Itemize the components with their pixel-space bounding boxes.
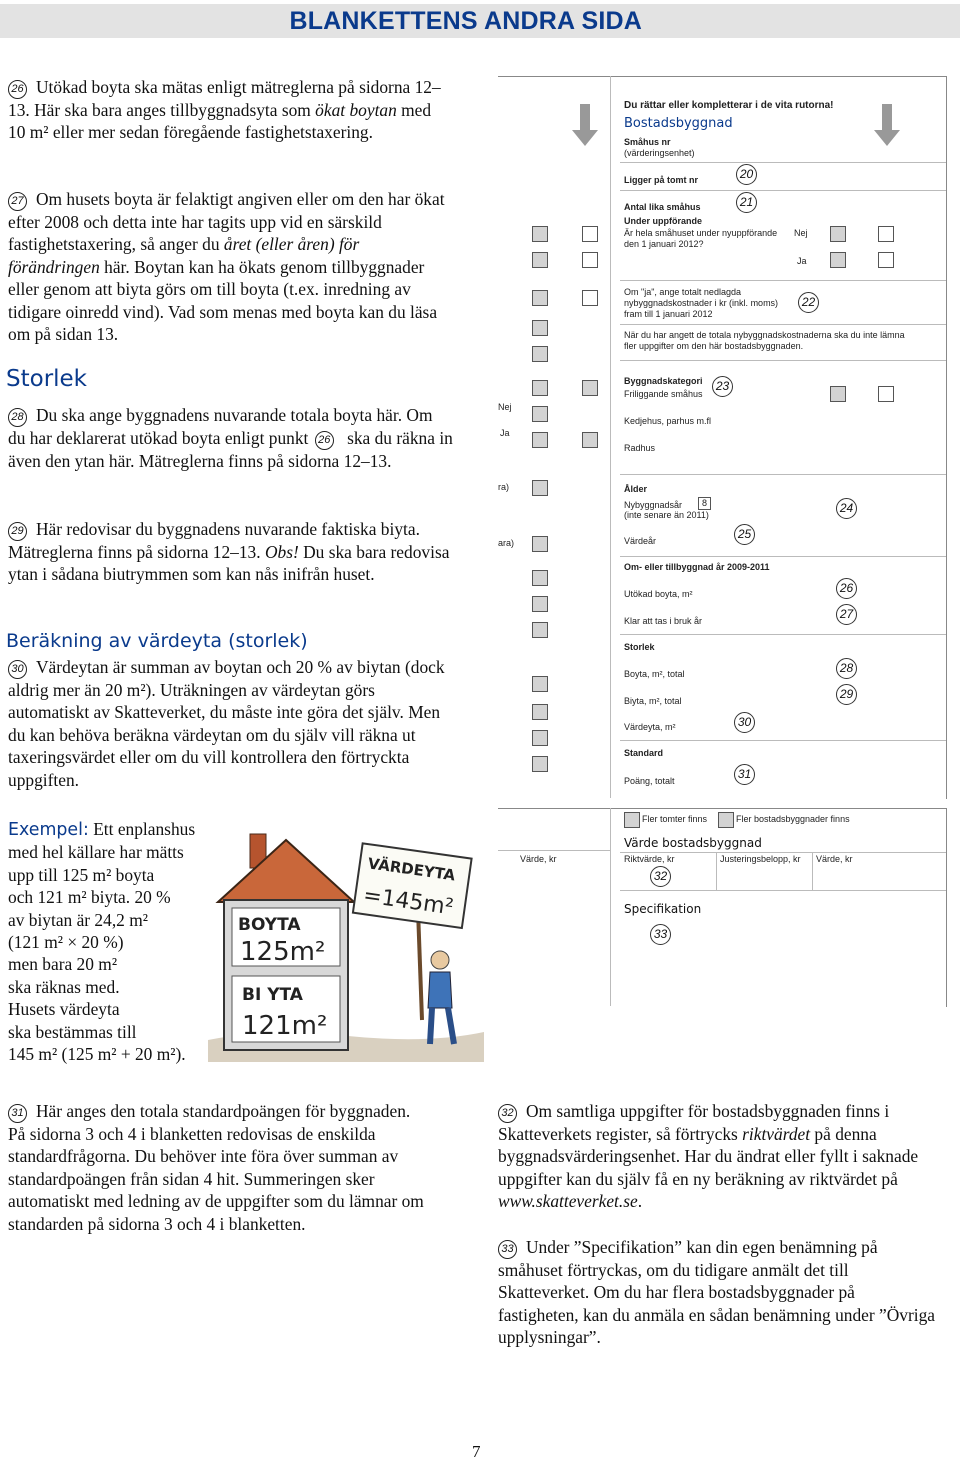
checkbox[interactable] [532, 290, 548, 306]
paragraph-28: 28 Du ska ange byggnadens nuvarande totala boyta här. Om du har deklarerat utökad boyta enligt punkt 26 ska du räkna in även den ytan här. Mätreglerna finns på sidorna 12–13. [8, 405, 453, 471]
berakning-heading: Beräkning av värdeyta (storlek) [6, 630, 308, 652]
checkbox[interactable] [532, 380, 548, 396]
number-badge: 30 [8, 660, 27, 679]
house-illustration [208, 800, 484, 1062]
checkbox[interactable] [532, 536, 548, 552]
paragraph-29: 29 Här redovisar du byggnadens nuvarande faktiska biyta. Mätreglerna finns på sidorna 12–13. Obs! Du ska bara redovisa ytan i sådana biutrymmen som kan nås inifrån huset. [8, 519, 450, 585]
form-left-value: Värde, kr [498, 808, 610, 1006]
number-badge: 31 [8, 1104, 27, 1123]
fler-tomter-checkbox[interactable] [624, 812, 640, 828]
checkbox[interactable] [582, 290, 598, 306]
storlek-heading: Storlek [6, 366, 88, 392]
checkbox[interactable] [582, 252, 598, 268]
kategori-box-correction[interactable] [878, 386, 894, 402]
svg-text:121m²: 121m² [242, 1011, 328, 1041]
checkbox[interactable] [532, 756, 548, 772]
checkbox[interactable] [532, 596, 548, 612]
example-text: Exempel: Ett enplanshus med hel källare har mätts upp till 125 m² boyta och 121 m² biyta. 20 % av biytan är 24,2 m² (121 m² × 20 %) men bara 20 m² ska räknas med. Husets värdeyta ska bestämmas till 145 m² (125 m² + 20 m²). [8, 819, 196, 1065]
kategori-box[interactable] [830, 386, 846, 402]
nej-checkbox-correction[interactable] [878, 226, 894, 242]
specifikation-label: Specifikation [624, 902, 702, 916]
checkbox[interactable] [532, 704, 548, 720]
bostad-heading: Bostadsbyggnad [624, 116, 733, 131]
page-title: BLANKETTENS ANDRA SIDA [289, 7, 642, 35]
number-badge: 32 [498, 1104, 517, 1123]
svg-text:=145m²: =145m² [361, 883, 455, 921]
checkbox[interactable] [532, 570, 548, 586]
down-arrow-icon [570, 104, 600, 148]
form-top-note: Du rättar eller kompletterar i de vita rutorna! [624, 100, 834, 111]
paragraph-33: 33 Under ”Specifikation” kan din egen benämning på småhuset förtryckas, om du tidigare anmält det till Skatteverket. Om du har flera bostadsbyggnader på fastigheten, kan du anmäla en sådan benämning under ”Övriga upplysningar”. [498, 1237, 936, 1348]
ja-checkbox[interactable] [830, 252, 846, 268]
checkbox[interactable] [532, 676, 548, 692]
number-badge: 28 [8, 408, 27, 427]
paragraph-27: 27 Om husets boyta är felaktigt angiven eller om den har ökat efter 2008 och detta inte har tagits upp vid en särskild fastighetstaxering, så anger du året (eller åren) för förändringen här. Boytan kan ha ökats genom tillbyggnader eller genom att biyta görs om till boyta (t.ex. inredning av tidigare oinredd vind). Vad som menas med boyta kan du läsa om på sidan 13. [8, 189, 445, 345]
paragraph-32: 32 Om samtliga uppgifter för bostadsbyggnaden finns i Skatteverkets register, så förtrycks riktvärdet på denna byggnadsvärderingsenhet. Har du ändrat eller fyllt i saknade uppgifter kan du själv få en ny beräkning av riktvärdet på www.skatteverket.se. [498, 1101, 919, 1212]
checkbox[interactable] [532, 320, 548, 336]
svg-text:BOYTA: BOYTA [238, 915, 301, 935]
number-badge: 26 [8, 80, 27, 99]
svg-text:125m²: 125m² [240, 937, 326, 967]
varde-heading: Värde bostadsbyggnad [624, 836, 762, 850]
number-badge: 29 [8, 522, 27, 541]
number-badge: 33 [498, 1240, 517, 1259]
checkbox[interactable] [532, 226, 548, 242]
fler-bostad-checkbox[interactable] [718, 812, 734, 828]
example-label: Exempel: [8, 820, 89, 840]
checkbox[interactable] [582, 226, 598, 242]
number-badge: 27 [8, 192, 27, 211]
ja-checkbox-correction[interactable] [878, 252, 894, 268]
checkbox[interactable] [532, 432, 548, 448]
checkbox[interactable] [532, 346, 548, 362]
checkbox[interactable] [532, 622, 548, 638]
svg-text:VÄRDEYTA: VÄRDEYTA [366, 854, 457, 885]
paragraph-31: 31 Här anges den totala standardpoängen för byggnaden. På sidorna 3 och 4 i blanketten redovisas de enskilda standardfrågorna. Du behöver inte föra över summan av standardpoängen från sidan 4 hit. Summeringen sker automatiskt med ledning av de uppgifter som du lämnar om standarden på sidorna 3 och 4 i blanketten. [8, 1101, 424, 1234]
checkbox[interactable] [532, 252, 548, 268]
paragraph-26: 26 Utökad boyta ska mätas enligt mätreglerna på sidorna 12–13. Här ska bara anges tillbyggnadsyta som ökat boytan med 10 m² eller mer sedan föregående fastighetstaxering. [8, 77, 441, 143]
paragraph-30: 30 Värdeytan är summan av boytan och 20 % av biytan (dock aldrig mer än 20 m²). Uträkningen av värdeytan görs automatiskt av Skatteverket, du måste inte göra det själv. Men du kan behöva beräkna värdeytan om du själv vill räkna ut taxeringsvärdet eller om du vill kontrollera den förtryckta uppgiften. [8, 657, 445, 790]
page-number: 7 [472, 1442, 481, 1461]
checkbox[interactable] [532, 406, 548, 422]
nej-checkbox[interactable] [830, 226, 846, 242]
checkbox[interactable] [532, 730, 548, 746]
form-left-column: Nej Ja ra) ara) [498, 76, 610, 798]
svg-text:BI YTA: BI YTA [242, 985, 303, 1005]
down-arrow-icon [872, 104, 902, 148]
